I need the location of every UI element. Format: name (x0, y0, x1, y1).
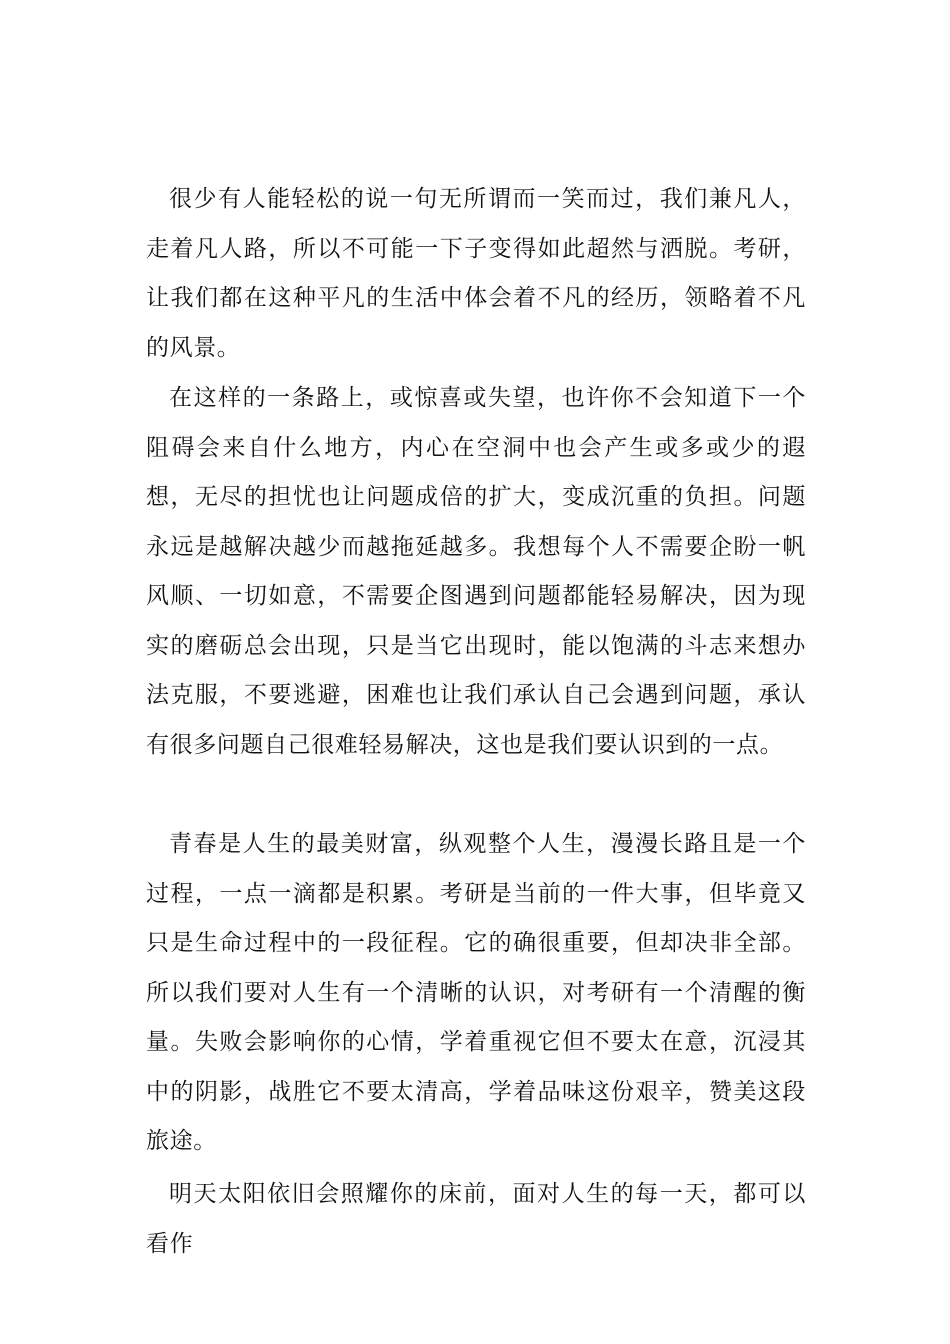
paragraph-3: 青春是人生的最美财富，纵观整个人生，漫漫长路且是一个过程，一点一滴都是积累。考研是当前的一件大事，但毕竟又只是生命过程中的一段征程。它的确很重要，但却决非全部。所以我们要对人生有一个清晰的认识，对考研有一个清醒的衡量。失败会影响你的心情，学着重视它但不要太在意，沉浸其中的阴影，战胜它不要太清高，学着品味这份艰辛，赞美这段旅途。 (146, 831, 806, 1154)
paragraph-2: 在这样的一条路上，或惊喜或失望，也许你不会知道下一个阻碍会来自什么地方，内心在空洞中也会产生或多或少的遐想，无尽的担忧也让问题成倍的扩大，变成沉重的负担。问题永远是越解决越少而越拖延越多。我想每个人不需要企盼一帆风顺、一切如意，不需要企图遇到问题都能轻易解决，因为现实的磨砺总会出现，只是当它出现时，能以饱满的斗志来想办法克服，不要逃避，困难也让我们承认自己会遇到问题，承认有很多问题自己很难轻易解决，这也是我们要认识到的一点。 (146, 385, 806, 758)
paragraph-1: 很少有人能轻松的说一句无所谓而一笑而过，我们兼凡人，走着凡人路，所以不可能一下子变得如此超然与洒脱。考研，让我们都在这种平凡的生活中体会着不凡的经历，领略着不凡的风景。 (146, 186, 806, 361)
paragraph-4: 明天太阳依旧会照耀你的床前，面对人生的每一天，都可以看作 (146, 1181, 806, 1257)
